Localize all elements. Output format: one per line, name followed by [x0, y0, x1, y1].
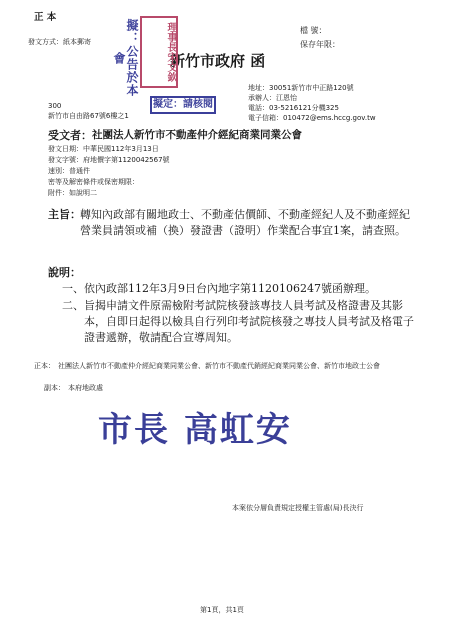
subject-text: 轉知內政部有關地政士、不動產估價師、不動產經紀人及不動產經紀營業員請領或補（換）發證書（證明）作業配合事宜1案，請查照。: [80, 208, 410, 237]
copy-type: 正 本: [34, 12, 57, 23]
cc-recipients-label: 正本：: [34, 362, 55, 370]
recipient-label: 受文者：: [48, 129, 92, 142]
contact-person: 承辦人：江恩怡: [248, 94, 297, 102]
cc-copy-label: 副本：: [44, 384, 65, 392]
cc-recipients: 社團法人新竹市不動產仲介經紀商業同業公會、新竹市不動產代銷經紀商業同業公會、新竹市地政士公會: [58, 362, 380, 370]
address-line: 地址：30051新竹市中正路120號: [248, 84, 354, 92]
meta-doc-no: 發文字號：府地價字第1120042567號: [48, 156, 170, 164]
cc-copy: 本府地政處: [68, 384, 103, 392]
filing-no-label: 檔 號：: [300, 26, 327, 35]
retention-label: 保存年限：: [300, 40, 340, 49]
meta-date: 發文日期：中華民國112年3月13日: [48, 145, 159, 153]
meta-attachment: 附件：如說明二: [48, 189, 97, 197]
red-seal: 理事長宋文欽: [140, 16, 178, 88]
email: 電子信箱：010472@ems.hccg.gov.tw: [248, 114, 376, 122]
explanation-num-2: 二、: [62, 299, 84, 312]
page-number: 第1頁，共1頁: [200, 606, 244, 614]
phone: 電話：03-5216121分機325: [248, 104, 339, 112]
meta-secrecy: 密等及解密條件或保密期限：: [48, 178, 139, 186]
meta-urgency: 速別：普通件: [48, 167, 90, 175]
delegation-note: 本案依分層負責規定授權主管處(局)長決行: [232, 504, 364, 512]
explanation-num-1: 一、: [62, 282, 84, 295]
recipient-name: 社團法人新竹市不動產仲介經紀商業同業公會: [92, 129, 302, 141]
postal-code: 300: [48, 102, 62, 110]
issuer-title: 新竹市政府 函: [170, 52, 266, 70]
approve-stamp: 擬定：請核閱: [150, 96, 216, 114]
recipient-address: 新竹市自由路67號6樓之1: [48, 112, 129, 120]
explanation-item-1: 依內政部112年3月9日台內地字第1120106247號函辦理。: [84, 282, 376, 295]
explanation-item-2: 旨揭申請文件原需檢附考試院核發該專技人員考試及格證書及其影本，自即日起得以檢具自行列印考試院核發之專技人員考試及格電子證書遞辦，敬請配合宣導周知。: [84, 299, 414, 344]
vertical-stamp: 擬：公告於本會: [112, 19, 139, 97]
explanation-label: 說明：: [48, 266, 81, 279]
sender-archive: 發文方式：紙本郵寄: [28, 38, 91, 46]
subject-label: 主旨：: [48, 208, 81, 221]
mayor-signature: 市長 高虹安: [98, 410, 292, 450]
